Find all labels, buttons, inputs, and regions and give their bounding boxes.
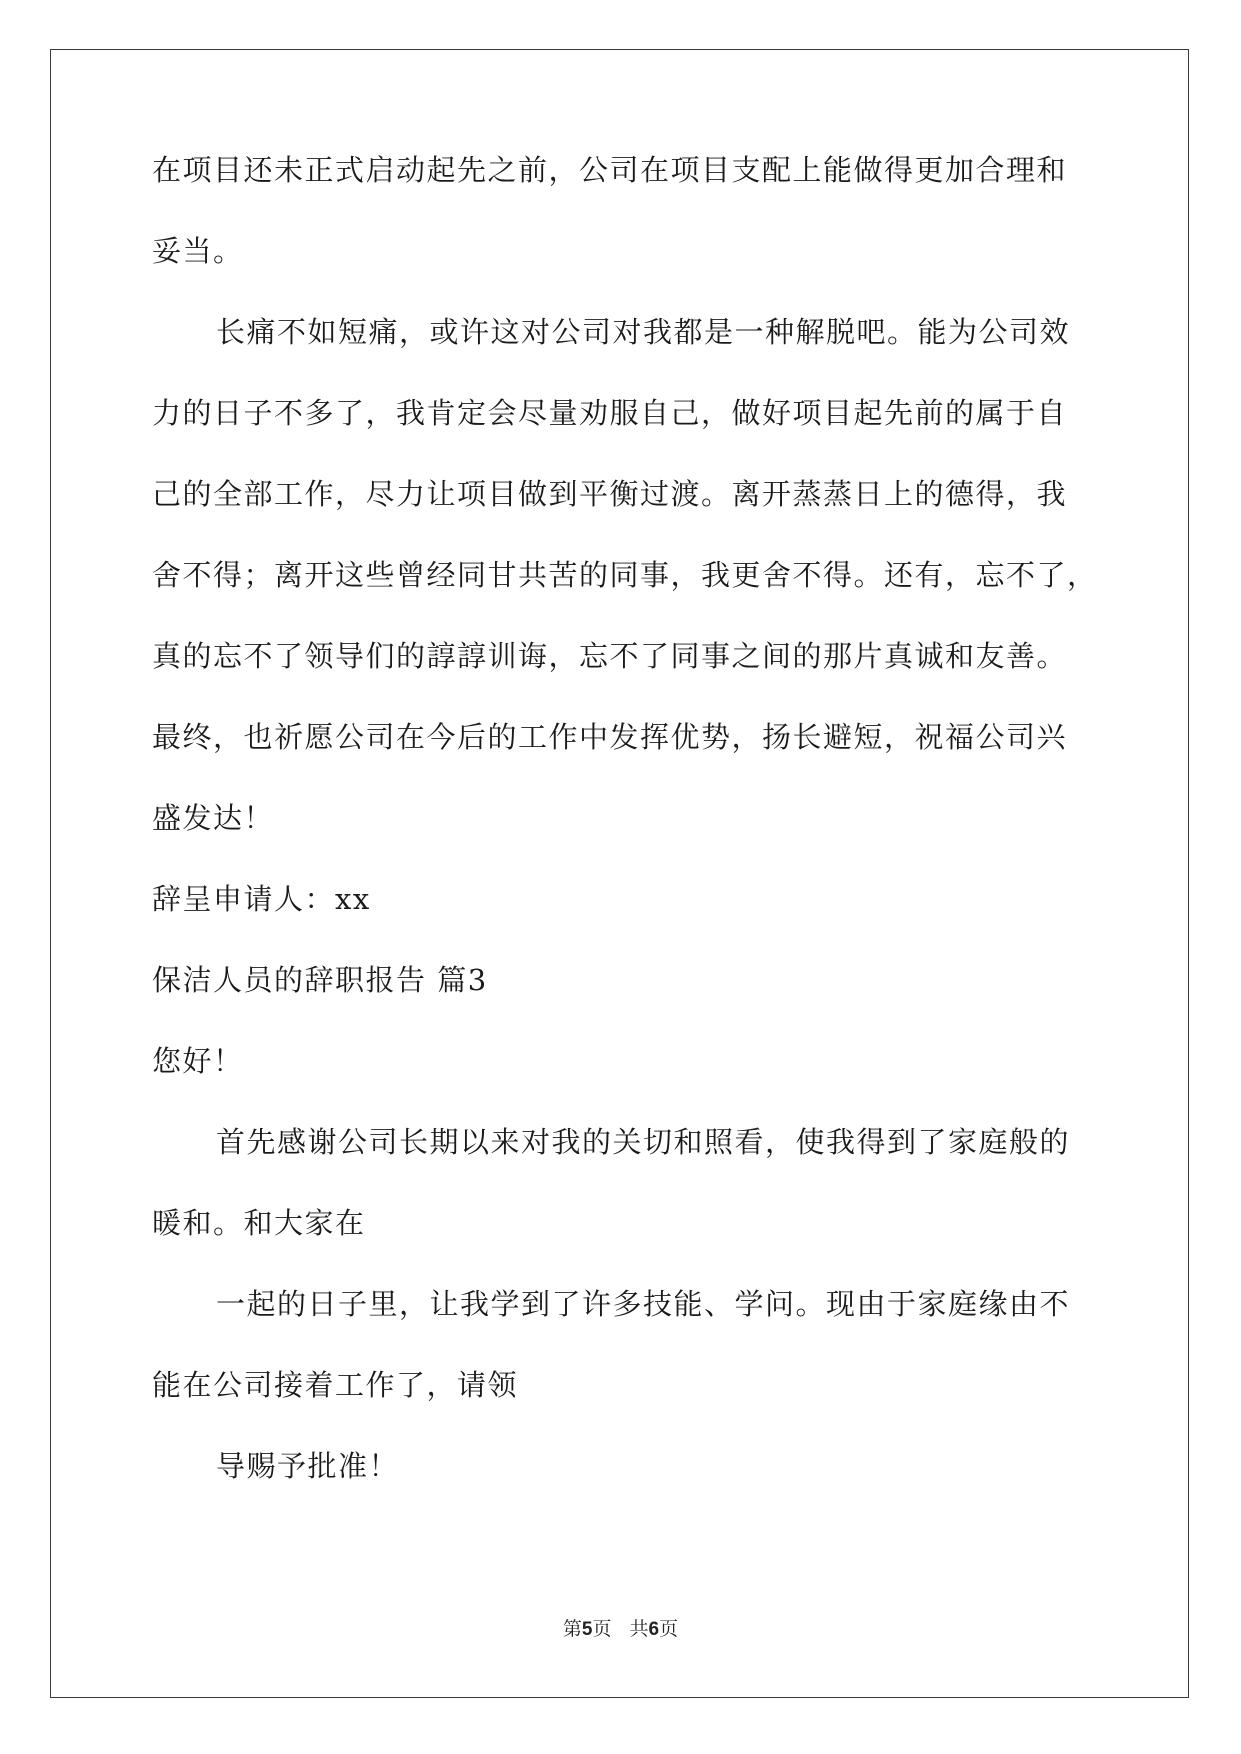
document-body: [152, 150, 1098, 1527]
text-line: 真的忘不了领导们的諄諄训诲，忘不了同事之间的那片真诚和友善。: [152, 639, 1068, 673]
text-line: 盛发达！: [152, 801, 275, 835]
text-line: 己的全部工作，尽力让项目做到平衡过渡。离开蒸蒸日上的德得，我: [152, 477, 1068, 511]
text-line: 一起的日子里，让我学到了许多技能、学问。现由于家庭缘由不: [216, 1287, 1071, 1321]
text-line: 首先感谢公司长期以来对我的关切和照看，使我得到了家庭般的: [216, 1125, 1071, 1159]
text-line: 能在公司接着工作了，请领: [152, 1368, 519, 1402]
text-line: 力的日子不多了，我肯定会尽量劝服自己，做好项目起先前的属于自: [152, 396, 1068, 430]
page-number: 5: [581, 1619, 593, 1640]
page-prefix: 第: [562, 1618, 582, 1640]
text-line: 暖和。和大家在: [152, 1206, 366, 1240]
text-line: 在项目还未正式启动起先之前，公司在项目支配上能做得更加合理和: [152, 153, 1068, 187]
section-heading: 保洁人员的辞职报告 篇3: [152, 963, 488, 997]
text-line: 最终，也祈愿公司在今后的工作中发挥优势，扬长避短，祝福公司兴: [152, 720, 1068, 754]
total-prefix: 共: [629, 1618, 649, 1640]
text-line: 舍不得；离开这些曾经同甘共苦的同事，我更舍不得。还有，忘不了，: [152, 558, 1098, 592]
total-pages: 6: [648, 1619, 660, 1640]
page-suffix: 页: [592, 1618, 612, 1640]
signature-line: 辞呈申请人：xx: [152, 882, 371, 916]
salutation: 您好！: [152, 1044, 244, 1078]
text-line: 长痛不如短痛，或许这对公司对我都是一种解脱吧。能为公司效: [216, 315, 1071, 349]
page-footer: [0, 1617, 1241, 1642]
total-suffix: 页: [659, 1618, 679, 1640]
text-line: 妥当。: [152, 234, 244, 268]
text-line: 导赐予批准！: [216, 1449, 400, 1483]
